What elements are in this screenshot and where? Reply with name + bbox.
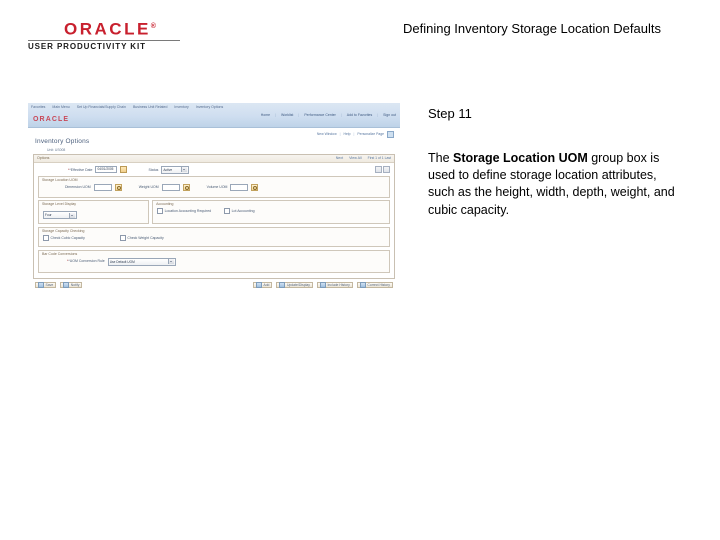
top-link-performance-center[interactable]: Performance Center [304, 113, 336, 117]
save-icon [38, 282, 44, 288]
page-options-icon[interactable] [387, 131, 394, 138]
link-help[interactable]: Help [343, 132, 351, 137]
required-marker: * [67, 259, 69, 264]
options-region-controls[interactable] [336, 156, 391, 160]
top-link-worklist[interactable]: Worklist [281, 113, 294, 117]
effective-date-status-row [38, 166, 390, 174]
lookup-icon[interactable] [115, 184, 122, 191]
options-region-title: Options [37, 156, 50, 161]
link-separator: | [353, 132, 355, 137]
effective-date-input[interactable]: 04/01/2005 [95, 166, 117, 173]
level-accounting-row [38, 200, 390, 227]
dimension-uom-input[interactable] [94, 184, 112, 191]
storage-capacity-checking-body [39, 228, 389, 246]
link-next[interactable]: Next [335, 156, 344, 161]
bar-code-conversions-body [39, 251, 389, 272]
previous-row-button[interactable] [375, 166, 382, 173]
link-new-window[interactable]: New Window [316, 132, 337, 137]
uom-conversion-rule-row [43, 258, 385, 266]
bar-code-conversions-label: Bar Code Conversions [42, 251, 78, 256]
bar-code-conversions-groupbox [38, 250, 390, 273]
accounting-label: Accounting [156, 202, 174, 207]
checkbox-icon[interactable] [157, 208, 163, 214]
weight-uom-label: Weight UOM [138, 185, 159, 190]
update-display-button[interactable] [276, 282, 313, 288]
app-page-links[interactable] [317, 131, 394, 138]
correct-history-button[interactable] [357, 282, 393, 288]
volume-uom-label: Volume UOM [206, 185, 228, 190]
uom-conversion-rule-value: Use Default UOM [109, 259, 135, 264]
accounting-groupbox [152, 200, 390, 224]
options-region-body [34, 163, 394, 278]
link-separator: | [298, 113, 300, 117]
notify-icon [63, 282, 69, 288]
oracle-wordmark-text: ORACLE [64, 19, 151, 39]
app-top-links[interactable] [261, 113, 396, 117]
page-title: Inventory Options [35, 138, 90, 145]
volume-uom-input[interactable] [230, 184, 248, 191]
business-unit-key: Unit: US008 [47, 148, 66, 153]
chevron-down-icon [168, 259, 174, 264]
add-icon [256, 282, 262, 288]
lookup-icon[interactable] [251, 184, 258, 191]
update-display-icon [279, 282, 285, 288]
effective-date-label [68, 168, 92, 172]
check-weight-capacity-checkbox[interactable] [120, 235, 164, 241]
checkbox-icon[interactable] [43, 235, 49, 241]
menu-item-inventory-options[interactable]: Inventory Options [195, 105, 224, 109]
row-nav-arrows[interactable] [375, 166, 391, 173]
uom-fields-row [43, 184, 385, 191]
top-link-add-to-favorites[interactable]: Add to Favorites [346, 113, 373, 117]
accounting-body [153, 201, 389, 219]
lot-accounting-label: Lot Accounting [231, 209, 255, 214]
menu-item-business-unit-related[interactable]: Business Unit Related [132, 105, 168, 109]
link-separator: | [275, 113, 276, 117]
correct-history-icon [360, 282, 366, 288]
chevron-down-icon [69, 213, 75, 218]
storage-level-display-label: Storage Level Display [42, 202, 77, 207]
add-button[interactable] [253, 282, 273, 288]
logo-divider [28, 40, 180, 41]
include-history-button-label: Include History [327, 282, 350, 287]
storage-level-display-groupbox [38, 200, 149, 224]
link-separator: | [377, 113, 379, 117]
app-oracle-logo: ORACLE [33, 116, 70, 123]
toolbar-right-group [253, 282, 393, 288]
step-text-before: The [428, 151, 454, 165]
menu-item-inventory[interactable]: Inventory [174, 105, 189, 109]
app-body [28, 128, 400, 292]
status-dropdown[interactable] [161, 166, 189, 174]
update-display-button-label: Update/Display [286, 282, 310, 287]
next-row-button[interactable] [383, 166, 390, 173]
check-weight-capacity-label: Check Weight Capacity [127, 235, 164, 240]
effective-date-label-text: *Effective Date [69, 167, 93, 172]
status-label: Status [148, 167, 159, 172]
app-header [28, 103, 400, 128]
include-history-button[interactable] [317, 282, 353, 288]
step-panel [428, 106, 686, 219]
checkbox-icon[interactable] [120, 235, 126, 241]
toolbar-left-group [35, 282, 82, 288]
storage-level-display-value: Four [45, 213, 52, 218]
link-view-all[interactable]: View All [349, 156, 362, 161]
top-link-sign-out[interactable]: Sign out [383, 113, 396, 117]
step-text-emphasis: Storage Location UOM [453, 151, 588, 165]
lookup-icon[interactable] [183, 184, 190, 191]
uom-conversion-rule-label [67, 259, 105, 263]
trademark-symbol: ® [150, 23, 156, 30]
storage-location-uom-groupbox [38, 176, 390, 198]
correct-history-button-label: Correct History [367, 282, 390, 287]
application-screenshot [28, 103, 400, 300]
menu-item-main-menu[interactable]: Main Menu [52, 105, 70, 109]
chevron-down-icon [181, 167, 187, 172]
step-instruction-text [428, 150, 686, 219]
save-button[interactable] [35, 282, 56, 288]
dimension-uom-label: Dimension UOM [65, 185, 91, 190]
check-cubic-capacity-checkbox[interactable] [43, 235, 85, 241]
status-dropdown-value: Active [163, 167, 173, 172]
link-separator: | [339, 132, 341, 137]
step-number-label: Step 11 [428, 106, 472, 121]
checkbox-icon[interactable] [224, 208, 230, 214]
options-region-header [34, 155, 394, 162]
upk-product-name: USER PRODUCTIVITY KIT [28, 41, 146, 51]
include-history-icon [320, 282, 326, 288]
row-pager[interactable]: First 1 of 1 Last [367, 156, 391, 161]
storage-capacity-checking-label: Storage Capacity Checking [42, 228, 85, 233]
notify-button-label: Notify [70, 282, 80, 287]
options-region [33, 154, 395, 279]
app-menu-bar[interactable] [31, 105, 397, 109]
top-link-home[interactable]: Home [260, 113, 271, 117]
oracle-upk-logo [28, 18, 188, 52]
app-toolbar [33, 282, 395, 288]
menu-item-favorites[interactable]: Favorites [31, 105, 46, 109]
uom-conversion-rule-label-text: *UOM Conversion Rule [68, 259, 105, 264]
uom-conversion-rule-dropdown[interactable] [108, 258, 176, 266]
oracle-wordmark [28, 18, 188, 39]
calendar-icon[interactable] [120, 166, 127, 173]
save-button-label: Save [45, 282, 54, 287]
storage-capacity-checking-groupbox [38, 227, 390, 247]
storage-location-uom-body [39, 177, 389, 197]
slide-title: Defining Inventory Storage Location Defaults [403, 21, 661, 36]
notify-button[interactable] [60, 282, 82, 288]
step-text-after: group box is used to define storage location attributes, such as the height, width, depth, weight, and cubic capacity. [428, 151, 675, 217]
menu-item-setup-financials[interactable]: Set Up Financials/Supply Chain [76, 105, 126, 109]
storage-location-uom-label: Storage Location UOM [42, 177, 78, 182]
add-button-label: Add [263, 282, 270, 287]
lot-accounting-checkbox[interactable] [224, 208, 254, 214]
storage-level-display-dropdown[interactable] [43, 211, 77, 219]
weight-uom-input[interactable] [162, 184, 180, 191]
location-accounting-required-label: Location Accounting Required [164, 209, 212, 214]
link-separator: | [340, 113, 342, 117]
check-cubic-capacity-label: Check Cubic Capacity [50, 235, 85, 240]
required-marker: * [68, 167, 70, 172]
location-accounting-required-checkbox[interactable] [157, 208, 211, 214]
link-personalize-page[interactable]: Personalize Page [357, 132, 384, 137]
